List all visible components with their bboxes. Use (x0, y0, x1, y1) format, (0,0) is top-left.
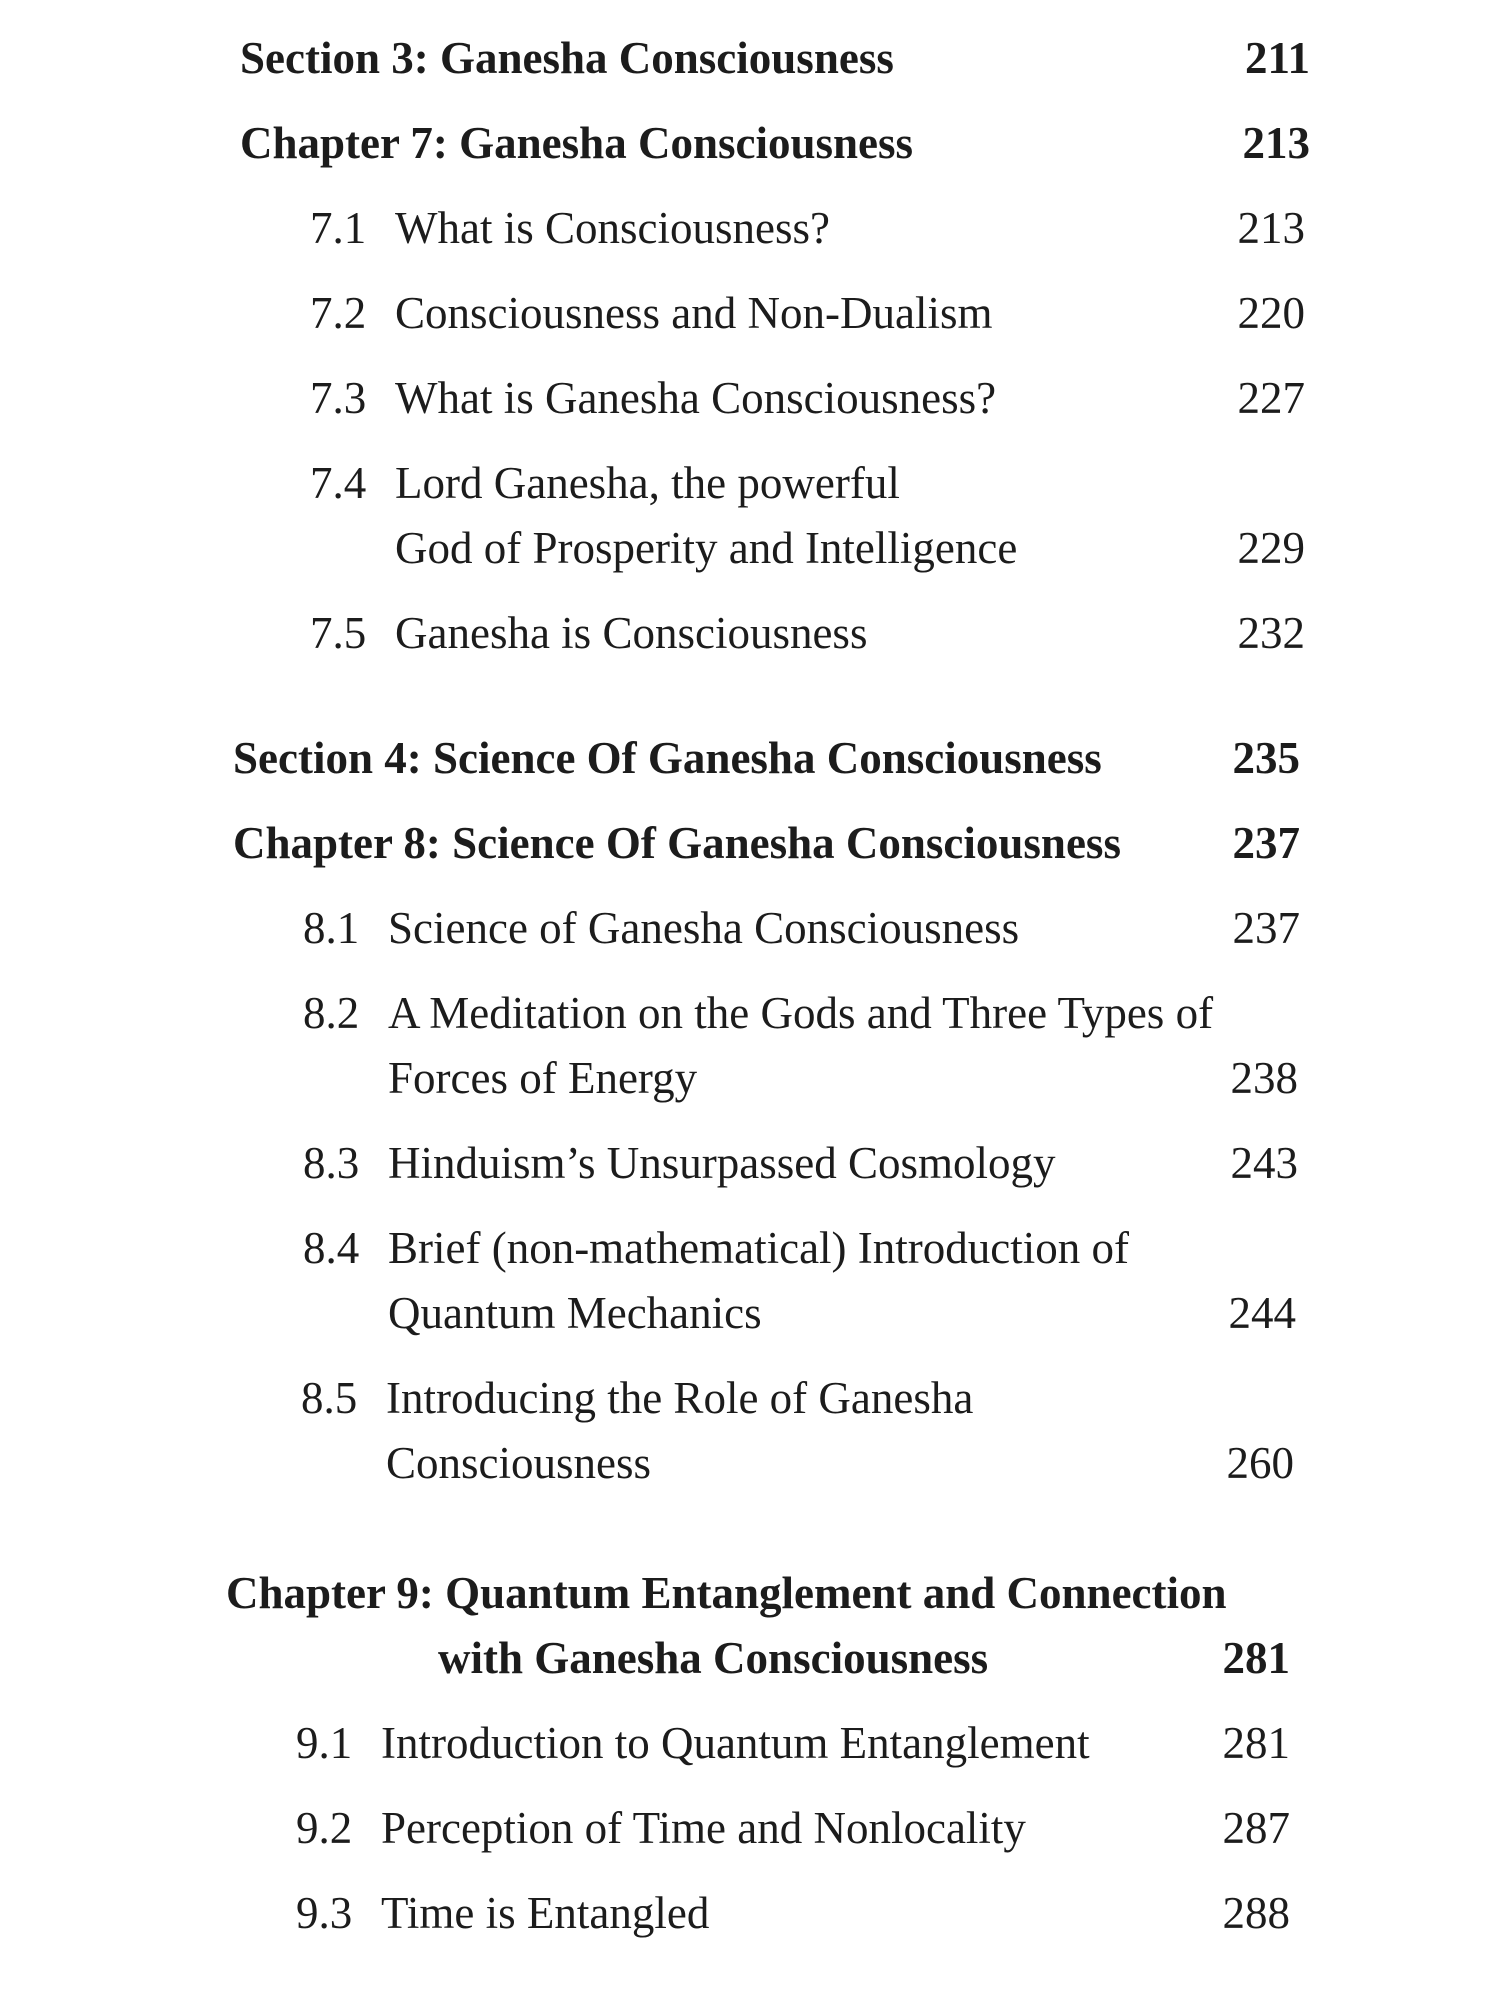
item-page: 232 (1237, 608, 1305, 658)
item-number: 9.3 (296, 1888, 353, 1938)
section-4-page: 235 (1232, 733, 1300, 783)
item-number: 7.1 (310, 203, 367, 253)
item-title-continued: Quantum Mechanics (388, 1288, 762, 1338)
item-title: Introducing the Role of Ganesha (386, 1373, 974, 1423)
item-page: 229 (1237, 523, 1305, 573)
item-number: 7.2 (310, 288, 367, 338)
item-title-continued: Forces of Energy (388, 1053, 698, 1103)
chapter-7-page: 213 (1242, 118, 1310, 168)
item-number: 8.5 (301, 1373, 358, 1423)
item-title: Hinduism’s Unsurpassed Cosmology (388, 1138, 1056, 1188)
item-number: 7.4 (310, 458, 367, 508)
item-page: 220 (1237, 288, 1305, 338)
item-number: 8.1 (303, 903, 360, 953)
chapter-7-title: Chapter 7: Ganesha Consciousness (240, 118, 914, 168)
item-title: A Meditation on the Gods and Three Types of (388, 988, 1214, 1038)
chapter-9-page: 281 (1222, 1633, 1290, 1683)
item-number: 7.3 (310, 373, 367, 423)
item-number: 8.4 (303, 1223, 360, 1273)
item-page: 244 (1228, 1288, 1296, 1338)
item-title: What is Ganesha Consciousness? (395, 373, 997, 423)
item-page: 243 (1230, 1138, 1298, 1188)
item-title: Perception of Time and Nonlocality (381, 1803, 1026, 1853)
item-title-continued: Consciousness (386, 1438, 652, 1488)
item-page: 260 (1226, 1438, 1294, 1488)
item-title: Lord Ganesha, the powerful (395, 458, 900, 508)
item-title: Science of Ganesha Consciousness (388, 903, 1020, 953)
item-page: 227 (1237, 373, 1305, 423)
item-title: Introduction to Quantum Entanglement (381, 1718, 1090, 1768)
section-4-title: Section 4: Science Of Ganesha Consciousness (233, 733, 1102, 783)
section-3-title: Section 3: Ganesha Consciousness (240, 33, 894, 83)
item-title: What is Consciousness? (395, 203, 830, 253)
chapter-9-title-continued: with Ganesha Consciousness (438, 1633, 989, 1683)
chapter-9-title: Chapter 9: Quantum Entanglement and Connection (226, 1568, 1227, 1618)
chapter-8-page: 237 (1232, 818, 1300, 868)
item-page: 237 (1232, 903, 1300, 953)
item-title-continued: God of Prosperity and Intelligence (395, 523, 1018, 573)
chapter-8-title: Chapter 8: Science Of Ganesha Consciousness (233, 818, 1121, 868)
item-title: Time is Entangled (381, 1888, 710, 1938)
item-page: 288 (1222, 1888, 1290, 1938)
item-page: 287 (1222, 1803, 1290, 1853)
item-title: Consciousness and Non-Dualism (395, 288, 993, 338)
item-number: 8.3 (303, 1138, 360, 1188)
item-number: 9.1 (296, 1718, 353, 1768)
item-page: 281 (1222, 1718, 1290, 1768)
item-number: 9.2 (296, 1803, 353, 1853)
item-number: 7.5 (310, 608, 367, 658)
item-title: Brief (non-mathematical) Introduction of (388, 1223, 1129, 1273)
item-title: Ganesha is Consciousness (395, 608, 868, 658)
section-3-page: 211 (1244, 33, 1310, 83)
item-page: 238 (1230, 1053, 1298, 1103)
item-number: 8.2 (303, 988, 360, 1038)
item-page: 213 (1237, 203, 1305, 253)
